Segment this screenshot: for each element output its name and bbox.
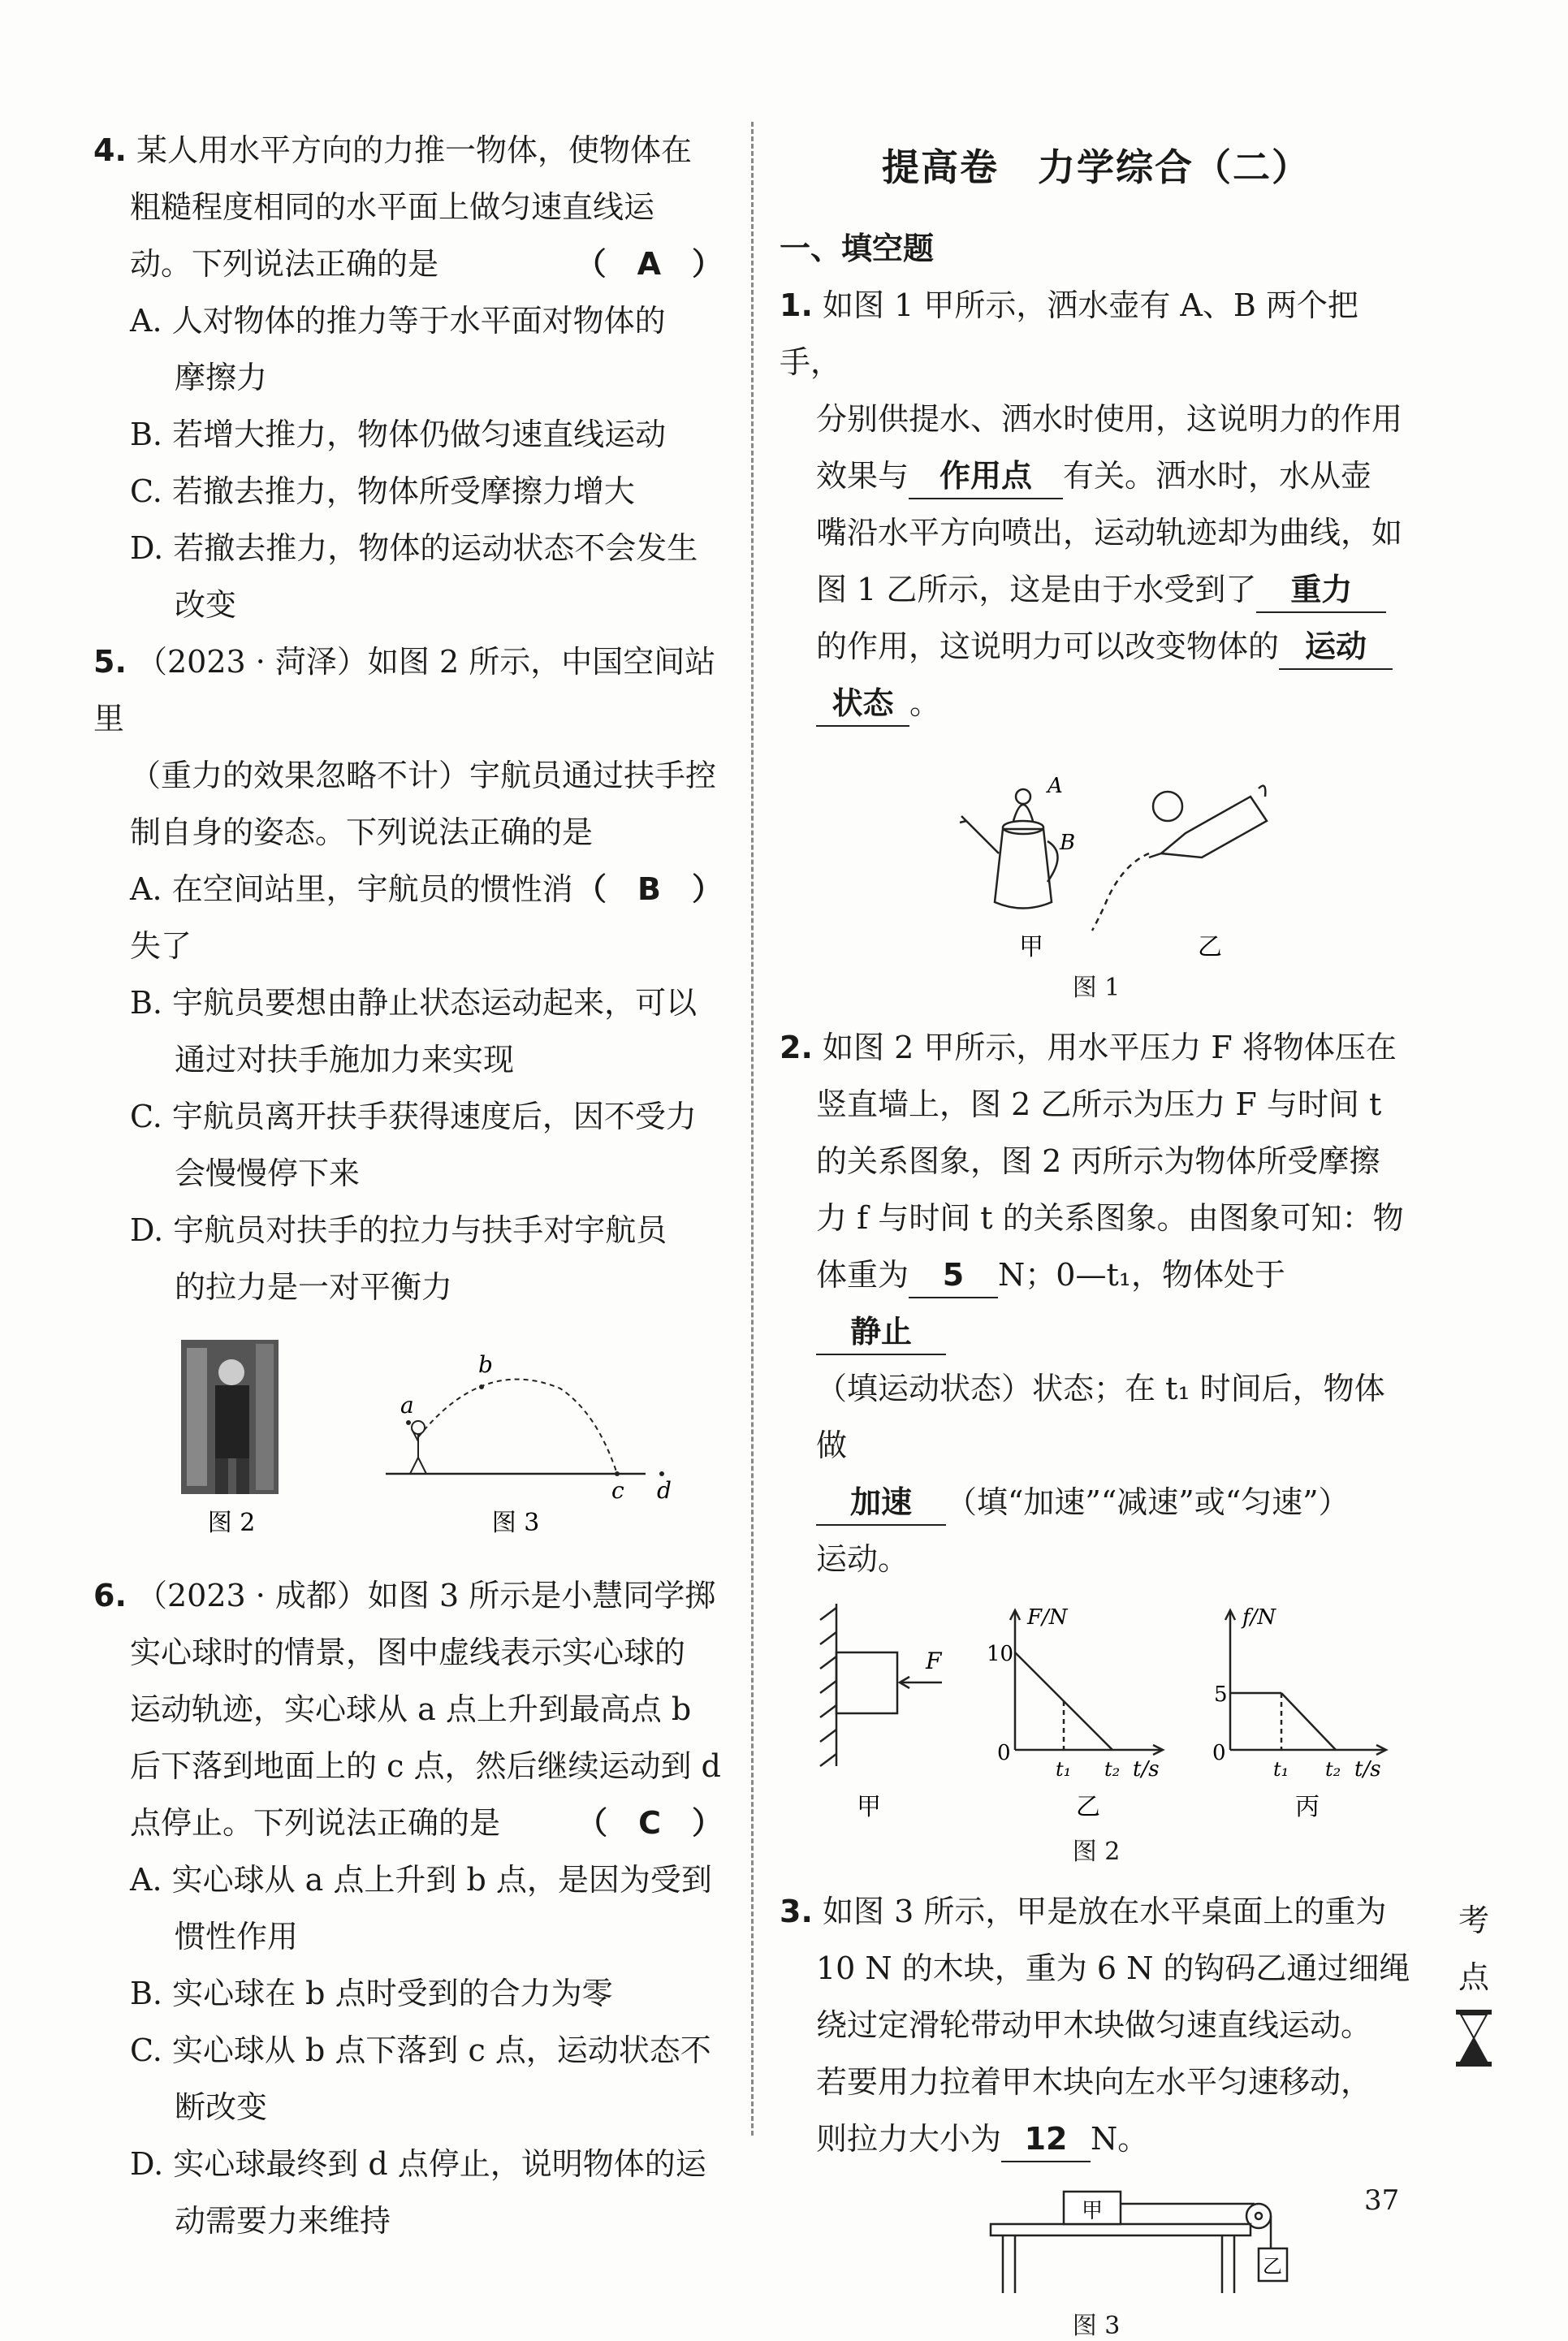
answer-blank: 运动 [1279, 624, 1393, 670]
option: D. 若撤去推力，物体的运动状态不会发生 [130, 530, 698, 566]
handle-label-b: B [1060, 831, 1076, 855]
label-jia: 甲 [1019, 933, 1043, 961]
figure-2-caption: 图 2 [207, 1509, 256, 1535]
label-bing: 丙 [1295, 1793, 1320, 1821]
answer-blank: 5 [909, 1253, 998, 1298]
answer-choice: （ C ） [577, 1805, 723, 1841]
label-yi: 乙 [1076, 1793, 1100, 1821]
question-number: 3. [780, 1894, 813, 1929]
bing-origin: 0 [1212, 1741, 1226, 1765]
question-number: 5. [93, 644, 127, 680]
handle-label-a: A [1047, 774, 1063, 798]
answer-blank: 静止 [816, 1310, 946, 1355]
bing-tick-5: 5 [1214, 1682, 1228, 1707]
answer-blank: 加速 [816, 1480, 946, 1526]
ball-trajectory-diagram [386, 1351, 672, 1504]
weight-yi-label: 乙 [1263, 2255, 1282, 2278]
answer-blank: 作用点 [909, 454, 1063, 499]
left-column [93, 122, 723, 2249]
block-jia-label: 甲 [1081, 2199, 1104, 2223]
astronaut-photo [181, 1340, 279, 1494]
option: B. 实心球在 b 点时受到的合力为零 [130, 1976, 613, 2011]
figures-2-3 [93, 1332, 723, 1535]
fill-question-1: 1. 如图 1 甲所示，洒水壶有 A、B 两个把手， 分别供提水、洒水时使用，这说明力的作用 效果与 作用点 有关。洒水时，水从壶 嘴沿水平方向喷出，运动轨迹却为曲线，如 图 1 乙所示，这是由于水受到了 重力 的作用，这说明力可以改变物体的 运动 状态 。 [780, 277, 1413, 732]
answer-blank: 重力 [1256, 568, 1386, 613]
figure-1-caption: 图 1 [1072, 974, 1121, 1002]
figure-2-3-drawing [93, 1332, 723, 1535]
option: B. 若增大推力，物体仍做匀速直线运动 [130, 417, 667, 452]
answer-blank: 状态 [816, 681, 909, 727]
answer-choice: （ B ） [576, 871, 723, 907]
bing-ylabel: f/N [1242, 1605, 1276, 1630]
bing-xlabel: t/s [1354, 1757, 1381, 1782]
question-5: 5. （2023 · 菏泽）如图 2 所示，中国空间站里 （重力的效果忽略不计）宇航员通过扶手控 制自身的姿态。下列说法正确的是 （ B ） A. 在空间站里，宇航员的惯性消失了 B. 宇航员要想由静止状态运动起来，可以 通过对扶手施加力来实现 C. 宇航员离开扶手获得速度后，因不受力 会慢慢停下来 D. 宇航员对扶手的拉力与扶手对宇航员 的拉力是一对平衡力 [93, 644, 723, 1305]
page-number: 37 [1364, 2184, 1400, 2217]
question-6: 6. （2023 · 成都）如图 3 所示是小慧同学掷 实心球时的情景，图中虚线表示实心球的 运动轨迹，实心球从 a 点上升到最高点 b 后下落到地面上的 c 点，然后继续运动到 d 点停止。下列说法正确的是 （ C ） A. 实心球从 a 点上升到 b 点，是因为受到 惯性作用 B. 实心球在 b 点时受到的合力为零 C. 实心球从 b 点下落到 c 点，运动状态不 断改变 D. 实心球最终到 d 点停止，说明物体的运 动需要力来维持 [93, 1578, 723, 2239]
bing-t1: t₁ [1273, 1758, 1289, 1781]
option: C. 若撤去推力，物体所受摩擦力增大 [130, 473, 635, 509]
yi-t2: t₂ [1104, 1758, 1121, 1781]
yi-t1: t₁ [1056, 1758, 1072, 1781]
label-force-f: F [926, 1648, 942, 1674]
label-b: b [478, 1351, 493, 1378]
label-a: a [400, 1392, 414, 1419]
watering-can-diagram [780, 732, 1413, 967]
question-number: 6. [93, 1578, 127, 1613]
option: C. 宇航员离开扶手获得速度后，因不受力 [130, 1099, 697, 1134]
option: A. 实心球从 a 点上升到 b 点，是因为受到 [130, 1862, 712, 1898]
figure-3-caption: 图 3 [491, 1509, 540, 1535]
column-divider [751, 122, 754, 2136]
right-column [780, 122, 1413, 2341]
option: D. 宇航员对扶手的拉力与扶手对宇航员 [130, 1212, 667, 1248]
question-4: 4. 某人用水平方向的力推一物体，使物体在 粗糙程度相同的水平面上做匀速直线运 动。下列说法正确的是 （ A ） A. 人对物体的推力等于水平面对物体的 摩擦力 B. 若增大推力，物体仍做匀速直线运动 C. 若撤去推力，物体所受摩擦力增大 D. 若撤去推力，物体的运动状态不会发生 改变 [93, 132, 723, 623]
option: C. 实心球从 b 点下落到 c 点，运动状态不 [130, 2032, 711, 2068]
option: A. 人对物体的推力等于水平面对物体的 [130, 303, 666, 339]
bing-t2: t₂ [1325, 1758, 1341, 1781]
section-heading: 一、填空题 [780, 231, 935, 266]
yi-ylabel: F/N [1027, 1605, 1068, 1630]
option: B. 宇航员要想由静止状态运动起来，可以 [130, 985, 698, 1021]
question-number: 4. [93, 132, 127, 168]
figure-2-graphs [780, 1587, 1413, 1831]
yi-xlabel: t/s [1133, 1757, 1160, 1782]
page-title: 提高卷 力学综合（二） [882, 145, 1311, 189]
figure-1 [780, 732, 1413, 967]
fill-question-3: 3. 如图 3 所示，甲是放在水平桌面上的重为 10 N 的木块，重为 6 N 的钩码乙通过细绳 绕过定滑轮带动甲木块做匀速直线运动。 若要用力拉着甲木块向左水平匀速移动， 则拉力大小为 12 N。 [780, 1883, 1413, 2167]
option: D. 实心球最终到 d 点停止，说明物体的运 [130, 2146, 706, 2182]
figure-3-caption: 图 3 [1072, 2312, 1121, 2340]
yi-tick-10: 10 [987, 1642, 1014, 1666]
label-c: c [611, 1477, 624, 1504]
option: A. 在空间站里，宇航员的惯性消失了 [130, 871, 573, 964]
question-number: 2. [780, 1030, 813, 1065]
force-time-graphs [780, 1587, 1413, 1831]
label-d: d [657, 1477, 672, 1504]
figure-3 [780, 2167, 1413, 2305]
answer-blank: 12 [1001, 2117, 1091, 2162]
figure-2-caption: 图 2 [1072, 1838, 1121, 1866]
pulley-table-diagram [780, 2167, 1413, 2305]
label-jia: 甲 [857, 1793, 881, 1821]
side-tab: 考 点 [1445, 1892, 1502, 2088]
label-yi: 乙 [1198, 933, 1222, 961]
answer-choice: （ A ） [575, 246, 723, 282]
question-number: 1. [780, 287, 813, 323]
fill-question-2: 2. 如图 2 甲所示，用水平压力 F 将物体压在 竖直墙上，图 2 乙所示为压力 F 与时间 t 的关系图象，图 2 丙所示为物体所受摩擦 力 f 与时间 t 的关系图象。由图象可知：物 体重为 5 N；0—t₁，物体处于静止 （填运动状态）状态；在 t₁ 时间后，物体做 加速 （填“加速”“减速”或“匀速”） 运动。 [780, 1030, 1404, 1577]
yi-origin: 0 [997, 1741, 1011, 1765]
hourglass-icon [1449, 2006, 1498, 2071]
